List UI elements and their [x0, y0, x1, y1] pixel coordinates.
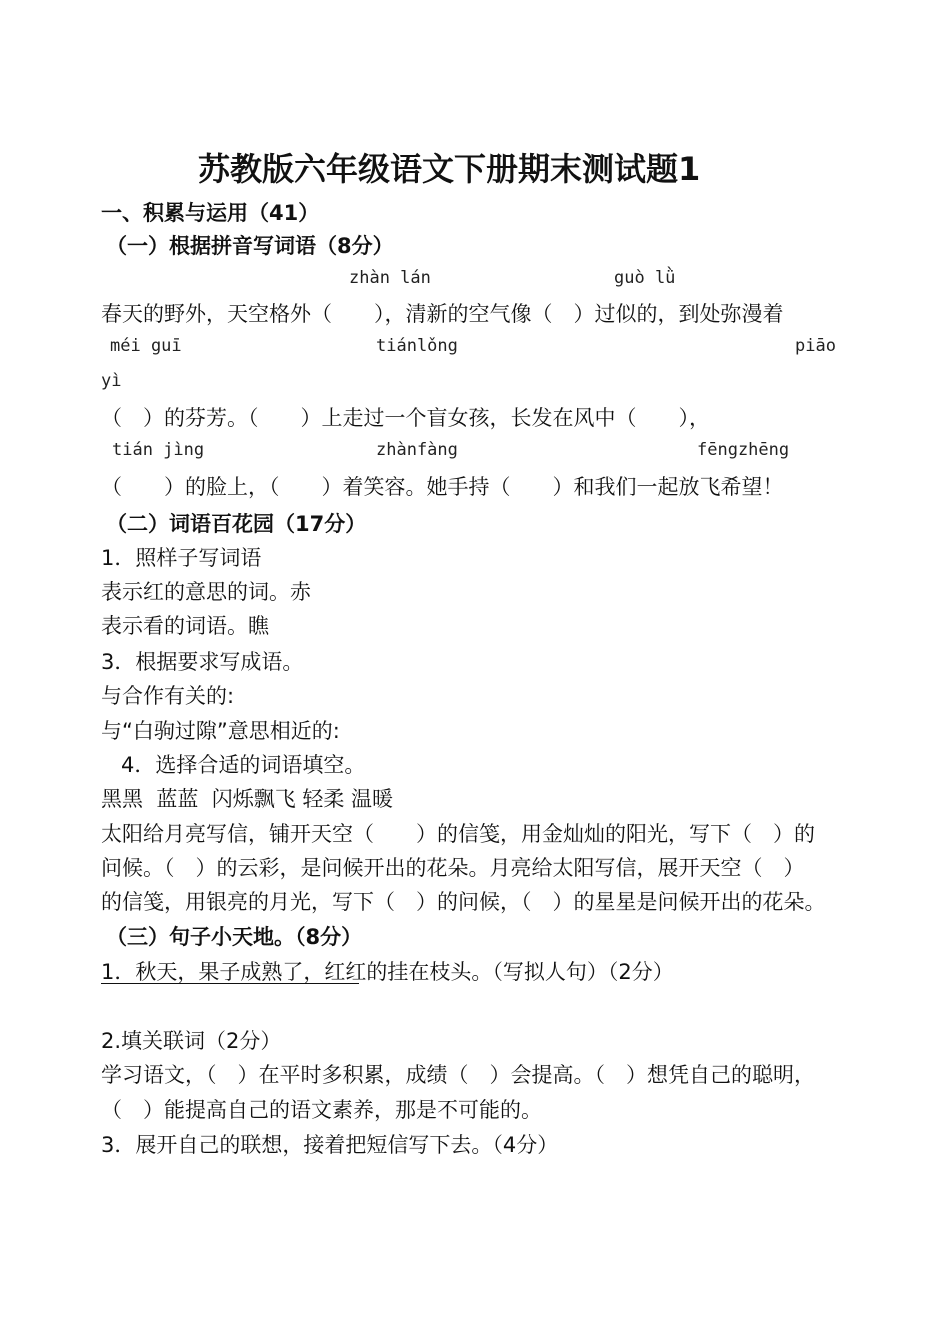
- answer-line: [101, 983, 359, 984]
- sec2-q4-passage-3: 的信笺，用银亮的月光，写下（ ）的问候，（ ）的星星是问候开出的花朵。: [101, 890, 826, 914]
- sec2-q4-passage-2: 问候。（ ）的云彩，是问候开出的花朵。月亮给太阳写信，展开天空（ ）: [101, 856, 805, 880]
- sec2-q3b: 与“白驹过隙”意思相近的:: [101, 719, 340, 743]
- page-title: 苏教版六年级语文下册期末测试题1: [198, 150, 701, 188]
- sec2-q1: 1．照样子写词语: [101, 546, 262, 570]
- part1-heading: 一、积累与运用（41）: [101, 201, 320, 225]
- sec3-q3: 3．展开自己的联想，接着把短信写下去。（4分）: [101, 1133, 559, 1157]
- sentence-line-2: （ ）的芬芳。（ ）上走过一个盲女孩，长发在风中（ ），: [101, 406, 710, 430]
- pinyin-piao: piāo: [795, 336, 836, 356]
- sec3-q2: 2.填关联词（2分）: [101, 1029, 282, 1053]
- sec3-q2-passage-1: 学习语文，（ ）在平时多积累，成绩（ ）会提高。（ ）想凭自己的聪明，: [101, 1063, 815, 1087]
- sec2-q4-word-bank: 黑黑 蓝蓝 闪烁飘飞 轻柔 温暖: [101, 787, 394, 811]
- sentence-line-1: 春天的野外，天空格外（ ），清新的空气像（ ）过似的，到处弥漫着: [101, 302, 784, 326]
- sec2-heading: （二）词语百花园（17分）: [106, 512, 367, 536]
- sec2-q1b: 表示看的词语。瞧: [101, 614, 269, 638]
- sec3-q2-passage-2: （ ）能提高自己的语文素养，那是不可能的。: [101, 1098, 542, 1122]
- pinyin-zhanlan: zhàn lán: [349, 268, 431, 288]
- sec2-q1a: 表示红的意思的词。赤: [101, 580, 311, 604]
- pinyin-zhanfang: zhànfàng: [376, 440, 458, 460]
- sec1-heading: （一）根据拼音写词语（8分）: [106, 234, 394, 258]
- sec2-q4-passage-1: 太阳给月亮写信，铺开天空（ ）的信笺，用金灿灿的阳光，写下（ ）的: [101, 822, 815, 846]
- pinyin-yi: yì: [101, 371, 122, 391]
- sec3-heading: （三）句子小天地。（8分）: [106, 925, 363, 949]
- sec3-q1: 1．秋天，果子成熟了，红红的挂在枝头。（写拟人句）（2分）: [101, 960, 674, 984]
- sentence-line-3: （ ）的脸上，（ ）着笑容。她手持（ ）和我们一起放飞希望！: [101, 475, 784, 499]
- sec2-q4: 4．选择合适的词语填空。: [121, 753, 366, 777]
- sec2-q3a: 与合作有关的:: [101, 684, 235, 708]
- sec2-q3: 3．根据要求写成语。: [101, 650, 304, 674]
- pinyin-tianlong: tiánlǒng: [376, 336, 458, 356]
- pinyin-fengzheng: fēngzhēng: [697, 440, 790, 460]
- pinyin-guolv: guò lǜ: [614, 268, 676, 288]
- pinyin-tianjing: tián jìng: [112, 440, 205, 460]
- pinyin-meigui: méi guī: [110, 336, 182, 356]
